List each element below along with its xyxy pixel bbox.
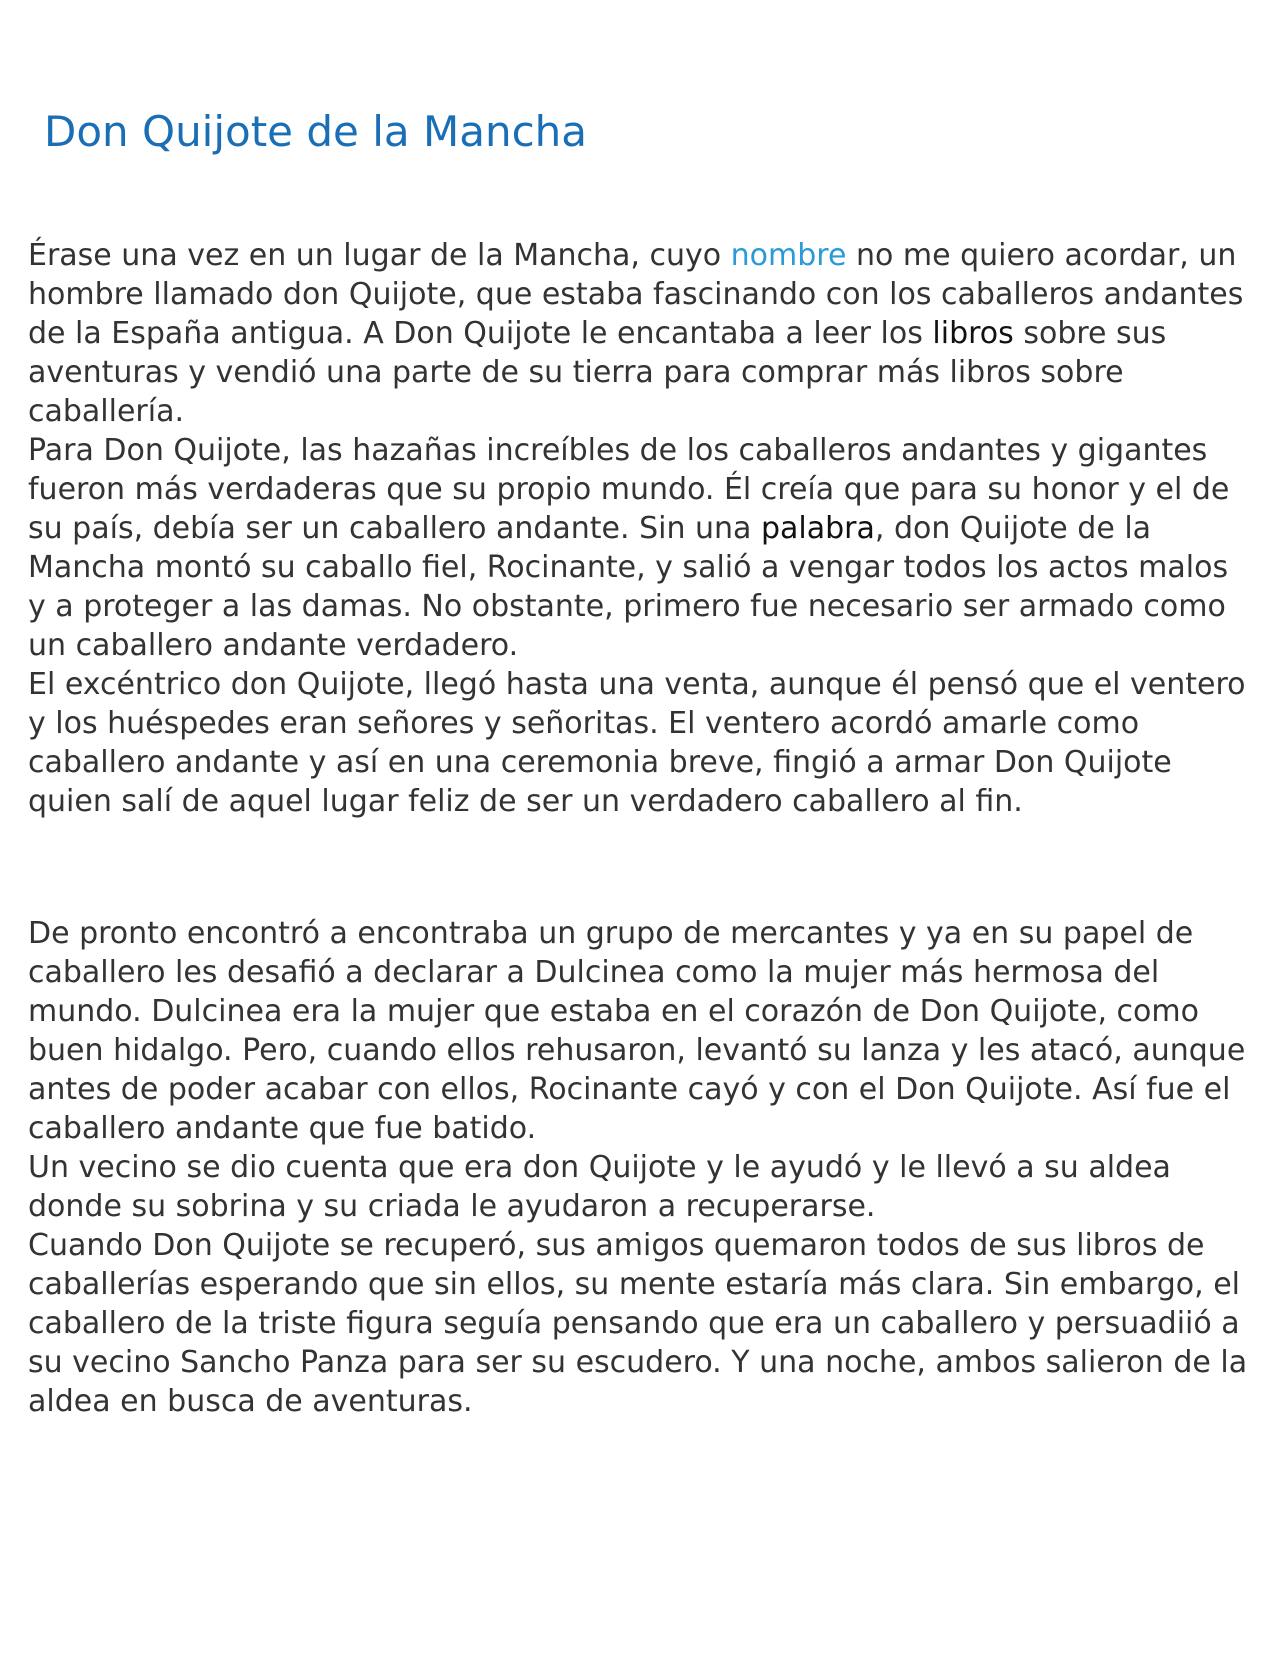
paragraph-4: De pronto encontró a encontraba un grupo de mercantes y ya en su papel de caballero les desafió a declarar a Dulcinea como la mujer más hermosa del mundo. Dulcinea era la mujer que estaba en el corazón de Don Quijote, como buen hidalgo. Pero, cuando ellos rehusaron, levantó su lanza y les atacó, aunque antes de poder acabar con ellos, Rocinante cayó y con el Don Quijote. Así fue el caballero andante que fue batido. bbox=[28, 916, 1246, 1146]
paragraph-6: Cuando Don Quijote se recuperó, sus amigos quemaron todos de sus libros de caballerías esperando que sin ellos, su mente estaría más clara. Sin embargo, el caballero de la triste figura seguía pensando que era un caballero y persuadiió a su vecino Sancho Panza para ser su escudero. Y una noche, ambos salieron de la aldea en busca de aventuras. bbox=[28, 1228, 1248, 1419]
palabra-word: palabra bbox=[760, 511, 875, 546]
paragraph-2-text-b: , don Quijote de la Mancha montó su caballo fiel, Rocinante, y salió a vengar todos los actos malos y a proteger a las damas. No obstante, primero fue necesario ser armado como un caballero andante verdadero. bbox=[28, 511, 1229, 663]
libros-word: libros bbox=[932, 316, 1014, 351]
nombre-link[interactable]: nombre bbox=[730, 238, 847, 273]
paragraph-2 bbox=[28, 431, 1252, 665]
paragraph-1-text-c: sobre sus aventuras y vendió una parte de su tierra para comprar más libros sobre caballería. bbox=[28, 316, 1167, 429]
paragraph-1-text-b: no me quiero acordar, un hombre llamado don Quijote, que estaba fascinando con los caballeros andantes de la España antigua. A Don Quijote le encantaba a leer los bbox=[28, 238, 1244, 351]
text-section-2 bbox=[28, 914, 1252, 1421]
paragraph-1-text-a: Érase una vez en un lugar de la Mancha, cuyo bbox=[28, 238, 731, 273]
text-section-1 bbox=[28, 236, 1252, 821]
paragraph-2-text-a: Para Don Quijote, las hazañas increíbles de los caballeros andantes y gigantes fueron más verdaderas que su propio mundo. Él creía que para su honor y el de su país, debía ser un caballero andante. Sin una bbox=[28, 433, 1230, 546]
paragraph-5: Un vecino se dio cuenta que era don Quijote y le ayudó y le llevó a su aldea donde su sobrina y su criada le ayudaron a recuperarse. bbox=[28, 1150, 1171, 1224]
page-title: Don Quijote de la Mancha bbox=[44, 107, 588, 156]
paragraph-3: El excéntrico don Quijote, llegó hasta una venta, aunque él pensó que el ventero y los huéspedes eran señores y señoritas. El ventero acordó amarle como caballero andante y así en una ceremonia breve, fingió a armar Don Quijote quien salí de aquel lugar feliz de ser un verdadero caballero al fin. bbox=[28, 667, 1246, 819]
paragraph-1 bbox=[28, 236, 1252, 431]
